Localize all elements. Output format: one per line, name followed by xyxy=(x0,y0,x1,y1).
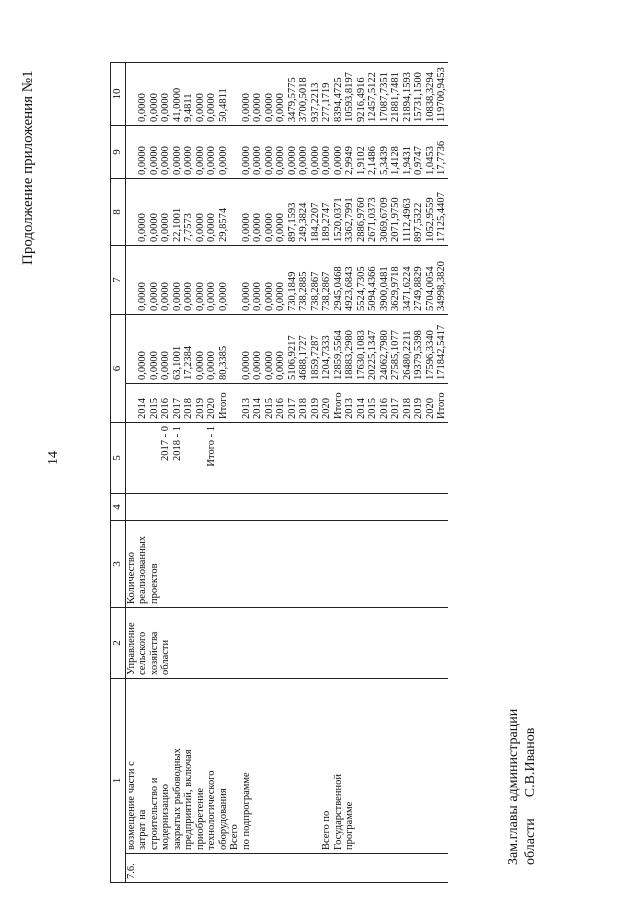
amount-value: 0,0000 xyxy=(240,351,252,380)
amount-value: 10593,8197 xyxy=(344,72,355,122)
amount-value: 0,0000 xyxy=(206,351,217,380)
spacer xyxy=(126,426,138,490)
amount-value: 0,0000 xyxy=(194,93,206,122)
event-lines xyxy=(126,682,356,850)
amount-value: 1112,4963 xyxy=(401,198,413,242)
amount-value: 1,4128 xyxy=(390,146,401,175)
year-label: 2018 xyxy=(401,398,413,419)
value-cell-7 xyxy=(125,246,448,315)
amount-value: 1204,7333 xyxy=(321,335,332,380)
year-label: 2016 xyxy=(160,398,171,419)
amount-value: 0,9747 xyxy=(413,146,424,175)
amount-value: 21894,1593 xyxy=(401,72,413,122)
executor-cell xyxy=(125,608,448,679)
amount-value: 0,0000 xyxy=(206,146,217,175)
amount-value: 0,0000 xyxy=(194,146,206,175)
amount-value: 2671,0373 xyxy=(367,197,378,242)
amount-value: 0,0000 xyxy=(252,351,263,380)
value-cell-8 xyxy=(125,179,448,246)
year-label: 2015 xyxy=(367,398,378,419)
amount-value: 12859,5564 xyxy=(332,330,344,380)
amount-value: 0,0000 xyxy=(137,213,148,242)
value-cell-9 xyxy=(125,126,448,179)
spacer xyxy=(252,682,264,850)
year-label: 2016 xyxy=(378,398,390,419)
amount-value: 15731,1500 xyxy=(413,72,424,122)
year-label: 2019 xyxy=(309,398,321,419)
signature-title: Зам.главы администрации xyxy=(506,708,521,865)
amount-value: 1520,0371 xyxy=(332,197,344,242)
amount-value: 1,9102 xyxy=(355,146,367,175)
spacer xyxy=(195,426,207,490)
spacer xyxy=(126,249,138,311)
amount-value: 0,0000 xyxy=(171,282,183,311)
year-label: 2014 xyxy=(355,398,367,419)
amount-value: 8394,4725 xyxy=(332,77,344,122)
value-lines-8 xyxy=(126,182,448,242)
amount-value: 0,0000 xyxy=(263,146,275,175)
program-total-label-line: программе xyxy=(344,801,355,850)
amount-value: 0,0000 xyxy=(217,282,229,311)
amount-value: 0,0000 xyxy=(263,213,275,242)
event-text-line: модернизацию xyxy=(160,784,171,850)
amount-value: 3700,5018 xyxy=(298,77,309,122)
amount-value: 0,0000 xyxy=(275,351,286,380)
spacer xyxy=(126,182,138,242)
amount-value: 0,0000 xyxy=(217,146,229,175)
amount-value: 12457,5122 xyxy=(367,72,378,122)
spacer xyxy=(149,426,161,490)
signature-block xyxy=(505,709,539,865)
amount-value: 0,0000 xyxy=(275,146,286,175)
year-label: Итого xyxy=(217,392,229,419)
amount-value: 4923,6843 xyxy=(344,266,355,311)
amount-value: 4688,1727 xyxy=(298,335,309,380)
year-label: 2018 xyxy=(298,398,309,419)
amount-value: 18883,2980 xyxy=(344,330,355,380)
value-cell-6 xyxy=(125,315,448,384)
amount-value: 0,0000 xyxy=(160,282,171,311)
amount-value: 189,2747 xyxy=(321,202,332,242)
amount-value: 9,4811 xyxy=(183,93,194,122)
amount-value: 0,0000 xyxy=(252,146,263,175)
amount-value: 17125,4407 xyxy=(436,192,447,242)
spacer xyxy=(229,182,241,242)
amount-value: 1,9431 xyxy=(401,146,413,175)
amount-value: 0,0000 xyxy=(148,93,160,122)
amount-value: 0,0000 xyxy=(160,213,171,242)
header-cell: 5 xyxy=(111,423,126,494)
value-cell-10 xyxy=(125,63,448,126)
amount-value: 0,0000 xyxy=(148,146,160,175)
year-label: 2015 xyxy=(148,398,160,419)
indicator-text-line: Количество xyxy=(125,551,137,604)
spacer xyxy=(287,682,299,850)
amount-value: 17,7736 xyxy=(436,140,447,175)
spacer xyxy=(126,66,138,122)
amount-value: 5106,9217 xyxy=(286,335,298,380)
amount-value: 184,2207 xyxy=(309,202,321,242)
spacer xyxy=(229,66,241,122)
amount-value: 20225,1347 xyxy=(367,330,378,380)
header-cell: 8 xyxy=(111,179,126,246)
amount-value: 0,0000 xyxy=(275,93,286,122)
spacer xyxy=(126,318,138,380)
amount-value: 3471,6224 xyxy=(401,266,413,311)
amount-value: 3479,5775 xyxy=(286,77,298,122)
amount-value: 2071,9750 xyxy=(390,197,401,242)
amount-value: 119700,9453 xyxy=(436,67,447,122)
event-text-line: технологического xyxy=(206,770,217,850)
signature-name: С.В.Иванов xyxy=(523,727,538,798)
header-cell: 6 xyxy=(111,315,126,423)
amount-value: 17087,7351 xyxy=(378,72,390,122)
amount-value: 7,7573 xyxy=(183,213,194,242)
year-label: Итого xyxy=(436,392,447,419)
subtotal-label-line: Всего xyxy=(229,824,240,850)
amount-value: 0,0000 xyxy=(160,146,171,175)
row-number: 7.6. xyxy=(125,863,137,879)
amount-value: 29,8574 xyxy=(217,207,229,242)
executor-text-line: области xyxy=(160,639,171,675)
indicator-text-line: реализованных xyxy=(137,535,148,604)
amount-value: 0,0000 xyxy=(194,351,206,380)
target-cell xyxy=(125,423,448,494)
amount-value: 50,4811 xyxy=(217,88,229,122)
amount-value: 1,0453 xyxy=(424,146,436,175)
amount-value: 27585,1077 xyxy=(390,330,401,380)
amount-value: 5524,7305 xyxy=(355,266,367,311)
amount-value: 249,3824 xyxy=(298,202,309,242)
event-text-line: оборудования xyxy=(217,788,229,850)
amount-value: 22,1001 xyxy=(171,207,183,242)
year-label: 2019 xyxy=(413,398,424,419)
row-number-cell xyxy=(125,854,448,883)
amount-value: 0,0000 xyxy=(148,282,160,311)
amount-value: 0,0000 xyxy=(171,146,183,175)
event-text-line: затрат на xyxy=(137,809,148,850)
target-lines xyxy=(126,426,218,490)
amount-value: 738,2867 xyxy=(309,271,321,311)
amount-value: 0,0000 xyxy=(183,282,194,311)
amount-value: 2749,8829 xyxy=(413,266,424,311)
header-cell: 1 xyxy=(111,679,126,883)
amount-value: 0,0000 xyxy=(263,282,275,311)
event-cell xyxy=(125,679,448,854)
year-label: 2020 xyxy=(321,398,332,419)
header-cell: 9 xyxy=(111,126,126,179)
program-table xyxy=(110,62,448,883)
year-label: 2018 xyxy=(183,398,194,419)
spacer xyxy=(183,426,195,490)
amount-value: 0,0000 xyxy=(298,146,309,175)
amount-value: 3362,7991 xyxy=(344,197,355,242)
year-label: 2017 xyxy=(286,398,298,419)
amount-value: 17630,1083 xyxy=(355,330,367,380)
table-header-row xyxy=(111,63,126,883)
spacer xyxy=(126,387,138,419)
amount-value: 63,1001 xyxy=(171,345,183,380)
amount-value: 0,0000 xyxy=(240,146,252,175)
amount-value: 0,0000 xyxy=(263,351,275,380)
amount-value: 0,0000 xyxy=(160,93,171,122)
amount-value: 0,0000 xyxy=(206,282,217,311)
program-total-label-line: Государственной xyxy=(332,774,344,850)
spacer xyxy=(137,426,149,490)
spacer xyxy=(264,682,276,850)
amount-value: 34998,3820 xyxy=(436,261,447,311)
amount-value: 738,2867 xyxy=(321,271,332,311)
amount-value: 0,0000 xyxy=(206,93,217,122)
amount-value: 21881,7481 xyxy=(390,72,401,122)
amount-value: 0,0000 xyxy=(275,213,286,242)
indicator-text-line: проектов xyxy=(148,563,160,604)
year-label: 2020 xyxy=(424,398,436,419)
amount-value: 0,0000 xyxy=(206,213,217,242)
spacer xyxy=(310,682,322,850)
spacer xyxy=(229,318,241,380)
amount-value: 24062,7980 xyxy=(378,330,390,380)
header-cell: 10 xyxy=(111,63,126,126)
year-label: 2014 xyxy=(252,398,263,419)
amount-value: 10838,3294 xyxy=(424,72,436,122)
header-cell: 3 xyxy=(111,521,126,608)
amount-value: 19379,5398 xyxy=(413,330,424,380)
amount-value: 5094,4366 xyxy=(367,266,378,311)
amount-value: 3900,0481 xyxy=(378,266,390,311)
executor-text-line: Управление xyxy=(125,622,137,675)
page-number: 14 xyxy=(46,451,61,465)
year-lines xyxy=(126,387,448,419)
amount-value: 0,0000 xyxy=(252,93,263,122)
year-label: 2020 xyxy=(206,398,217,419)
event-text-line: возмещение части с xyxy=(125,761,137,850)
executor-lines xyxy=(126,611,172,675)
value-lines-9 xyxy=(126,129,448,175)
spacer xyxy=(229,249,241,311)
amount-value: 0,0000 xyxy=(240,93,252,122)
executor-text-line: хозяйства xyxy=(148,631,160,675)
year-label: 2019 xyxy=(194,398,206,419)
target-value: Итого - 1 xyxy=(206,426,217,467)
indicator-lines xyxy=(126,524,161,604)
indicator-cell xyxy=(125,521,448,608)
spacer xyxy=(126,129,138,175)
amount-value: 0,0000 xyxy=(309,146,321,175)
page-subtitle: Продолжение приложения №1 xyxy=(20,70,36,265)
year-label: Итого xyxy=(332,392,344,419)
program-total-label-line: Всего по xyxy=(321,810,332,850)
spacer xyxy=(298,682,310,850)
amount-value: 41,0000 xyxy=(171,87,183,122)
amount-value: 0,0000 xyxy=(252,282,263,311)
amount-value: 897,5322 xyxy=(413,202,424,242)
event-text-line: предприятий, включая xyxy=(183,749,194,850)
amount-value: 0,0000 xyxy=(252,213,263,242)
header-cell: 2 xyxy=(111,608,126,679)
amount-value: 17596,3340 xyxy=(424,330,436,380)
event-text-line: закрытых рыбоводных xyxy=(171,748,183,850)
spacer xyxy=(229,129,241,175)
year-label: 2017 xyxy=(390,398,401,419)
empty-cell xyxy=(125,494,448,521)
header-cell: 4 xyxy=(111,494,126,521)
amount-value: 0,0000 xyxy=(194,282,206,311)
amount-value: 1052,9559 xyxy=(424,197,436,242)
year-label: 2014 xyxy=(137,398,148,419)
amount-value: 1859,7287 xyxy=(309,335,321,380)
table-body-row xyxy=(125,63,448,883)
amount-value: 0,0000 xyxy=(332,146,344,175)
amount-value: 0,0000 xyxy=(240,213,252,242)
amount-value: 0,0000 xyxy=(240,282,252,311)
year-label: 2015 xyxy=(263,398,275,419)
amount-value: 0,0000 xyxy=(137,93,148,122)
year-label: 2013 xyxy=(240,398,252,419)
amount-value: 2945,0468 xyxy=(332,266,344,311)
year-cell xyxy=(125,384,448,423)
executor-text-line: сельского xyxy=(137,631,148,675)
amount-value: 0,0000 xyxy=(160,351,171,380)
event-text-line: приобретение xyxy=(194,787,206,850)
amount-value: 0,0000 xyxy=(148,213,160,242)
year-label: 2017 xyxy=(171,398,183,419)
spacer xyxy=(275,682,287,850)
amount-value: 26480,2211 xyxy=(401,330,413,380)
amount-value: 0,0000 xyxy=(137,282,148,311)
value-lines-7 xyxy=(126,249,448,311)
year-label: 2013 xyxy=(344,398,355,419)
spacer xyxy=(229,387,241,419)
amount-value: 3629,9718 xyxy=(390,266,401,311)
signature-region: области xyxy=(523,818,538,865)
year-label: 2016 xyxy=(275,398,286,419)
value-lines-6 xyxy=(126,318,448,380)
event-text-line: строительство и xyxy=(148,777,160,850)
amount-value: 937,2213 xyxy=(309,82,321,122)
amount-value: 0,0000 xyxy=(263,93,275,122)
amount-value: 2886,9760 xyxy=(355,197,367,242)
amount-value: 0,0000 xyxy=(194,213,206,242)
header-cell: 7 xyxy=(111,246,126,315)
target-value: 2018 - 1 xyxy=(171,426,183,461)
amount-value: 0,0000 xyxy=(275,282,286,311)
amount-value: 0,0000 xyxy=(183,146,194,175)
amount-value: 738,2885 xyxy=(298,271,309,311)
target-value: 2017 - 0 xyxy=(160,426,171,461)
amount-value: 3069,6709 xyxy=(378,197,390,242)
amount-value: 277,1719 xyxy=(321,82,332,122)
amount-value: 171842,5417 xyxy=(436,324,447,380)
amount-value: 80,3385 xyxy=(217,345,229,380)
amount-value: 2,1486 xyxy=(367,146,378,175)
amount-value: 0,0000 xyxy=(286,146,298,175)
subtotal-label-line: по подпрограмме xyxy=(240,772,252,850)
amount-value: 2,9949 xyxy=(344,146,355,175)
amount-value: 0,0000 xyxy=(148,351,160,380)
amount-value: 5704,0054 xyxy=(424,266,436,311)
amount-value: 5,3439 xyxy=(378,146,390,175)
amount-value: 730,1849 xyxy=(286,271,298,311)
amount-value: 0,0000 xyxy=(321,146,332,175)
amount-value: 9216,4916 xyxy=(355,77,367,122)
amount-value: 0,0000 xyxy=(137,351,148,380)
value-lines-10 xyxy=(126,66,448,122)
amount-value: 17,2384 xyxy=(183,345,194,380)
amount-value: 0,0000 xyxy=(137,146,148,175)
amount-value: 897,1593 xyxy=(286,202,298,242)
